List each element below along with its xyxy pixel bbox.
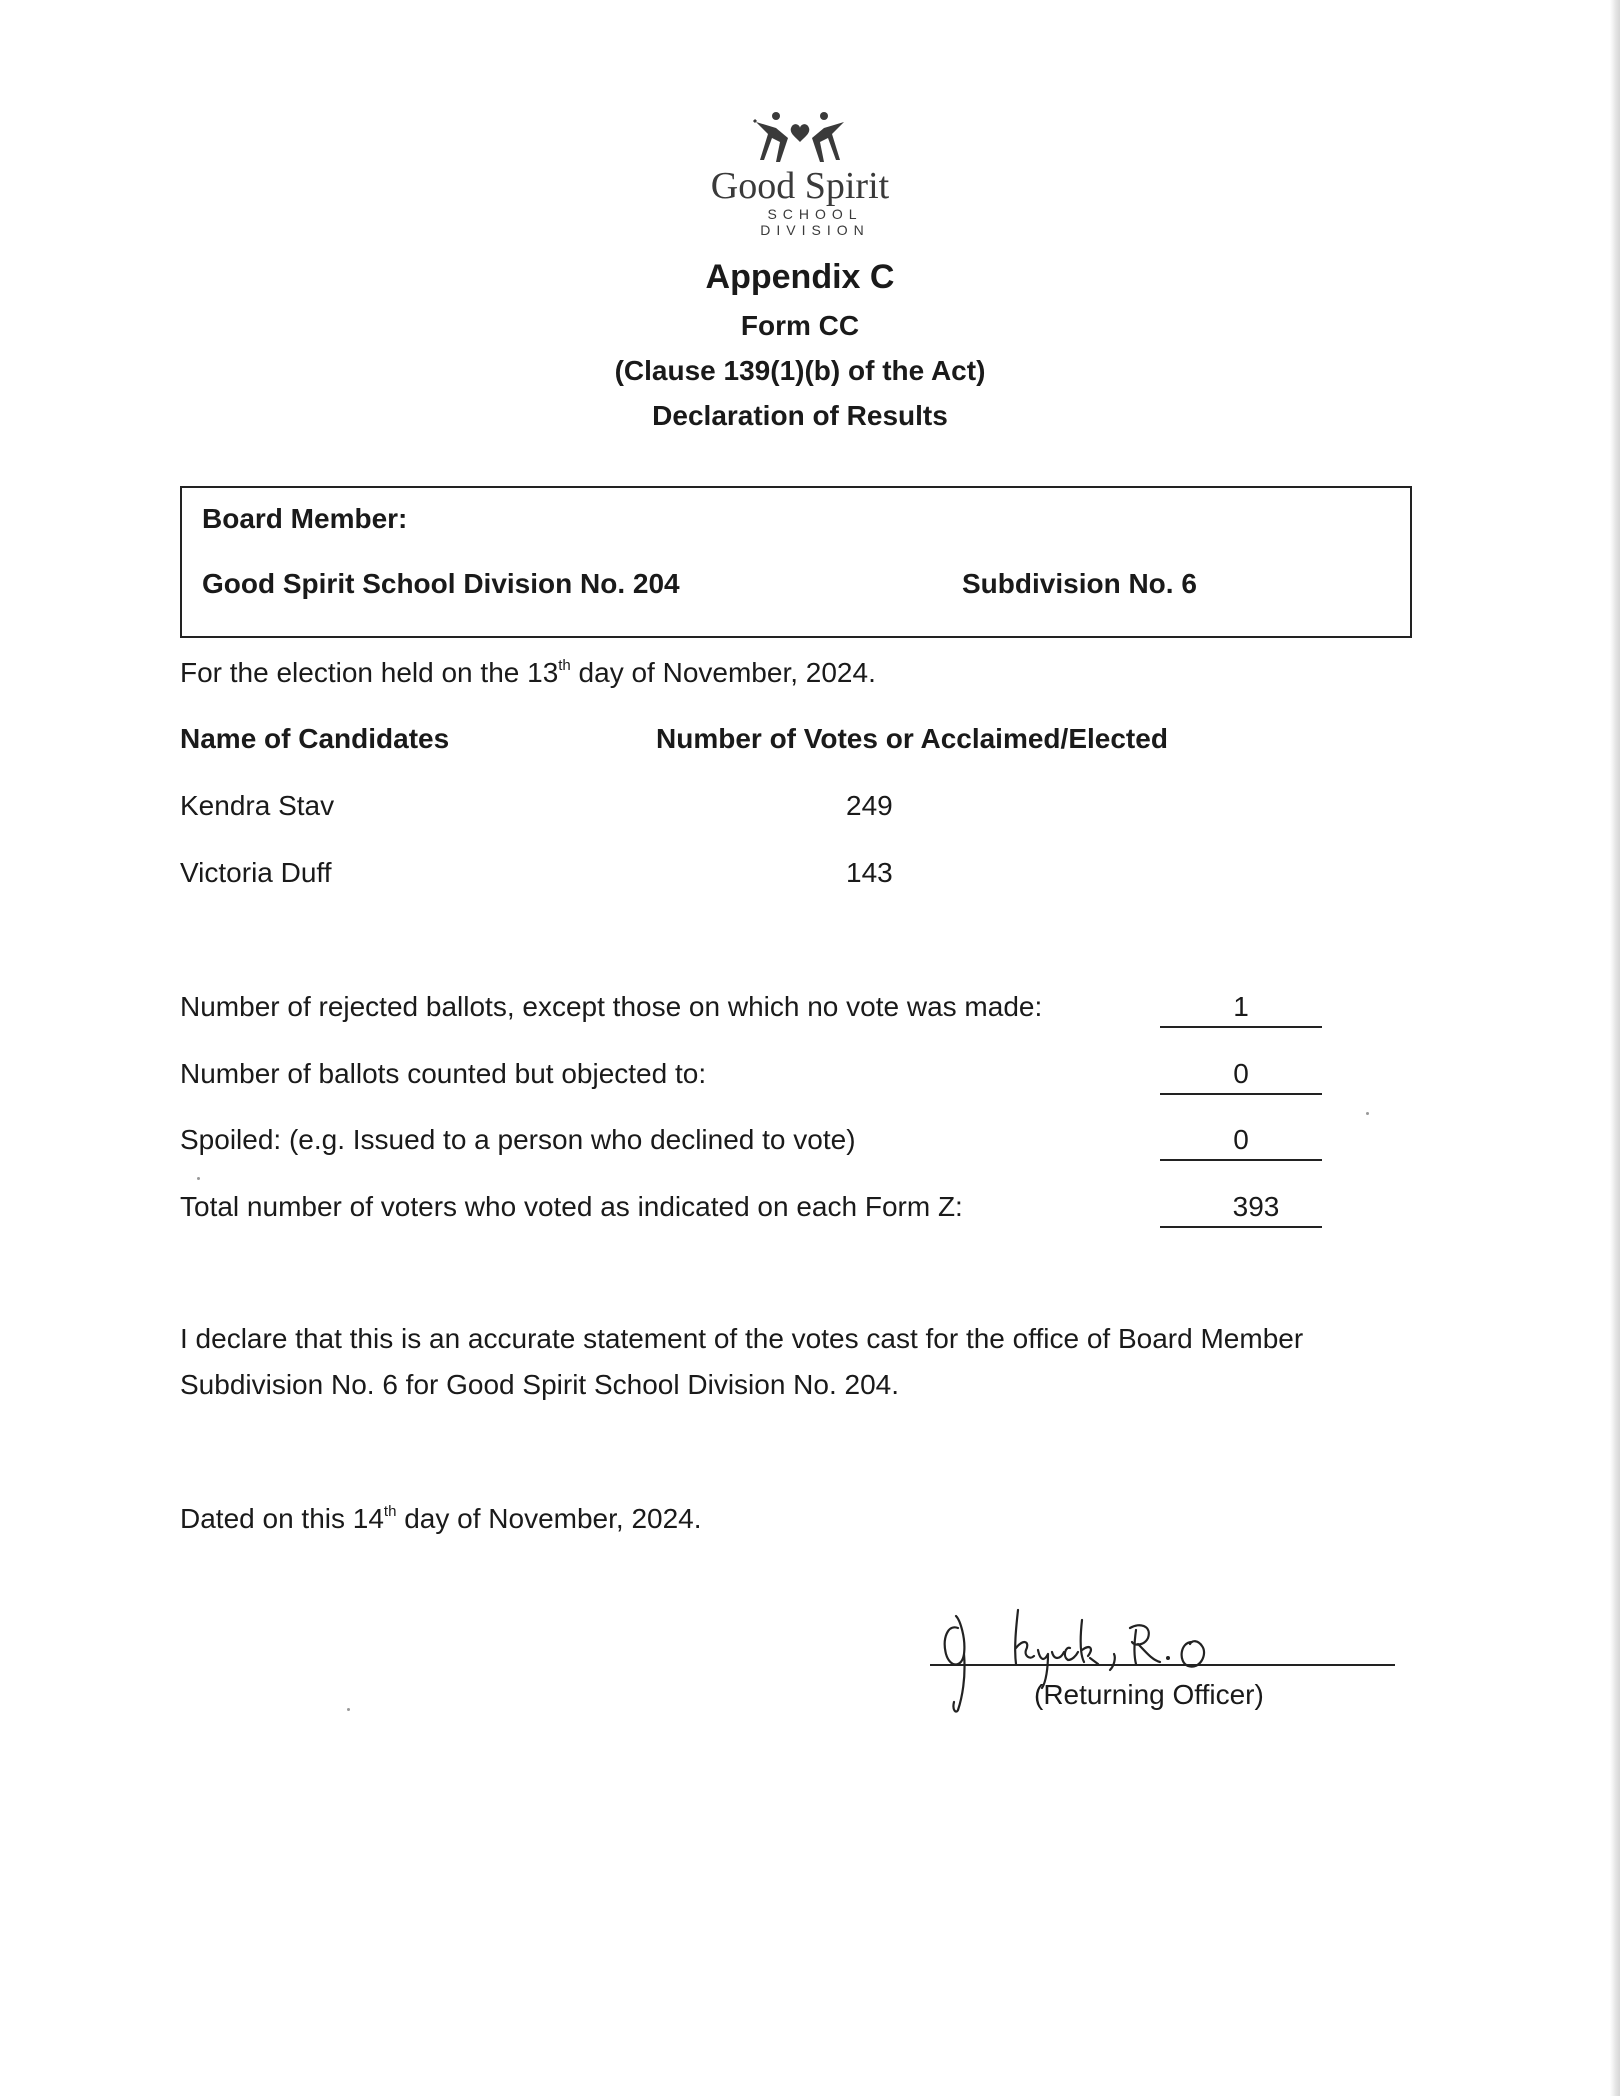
dated-prefix: Dated on this 14 [180,1503,384,1534]
candidates-column-header: Name of Candidates [180,723,450,754]
objected-ballots-label: Number of ballots counted but objected to: [180,1058,707,1089]
clause-heading: (Clause 139(1)(b) of the Act) [614,355,986,386]
election-date-line [180,656,876,690]
candidate-name: Kendra Stav [180,790,335,821]
candidate-votes: 249 [846,790,893,821]
returning-officer-caption: (Returning Officer) [1034,1679,1264,1710]
scan-speck [347,1708,350,1711]
election-date-prefix: For the election held on the 13 [180,657,559,688]
spoiled-ballots-number: 0 [1233,1124,1249,1155]
total-voters-number: 393 [1232,1191,1280,1222]
dated-line [180,1502,702,1536]
spoiled-ballots-value [1160,1123,1322,1161]
form-heading: Form CC [740,310,860,341]
candidate-name: Victoria Duff [180,857,332,888]
objected-ballots-number: 0 [1233,1058,1249,1089]
candidate-votes: 143 [846,857,893,888]
rejected-ballots-number: 1 [1233,991,1249,1022]
two-figures-icon [750,108,850,164]
declaration-line-1: I declare that this is an accurate statement of the votes cast for the office of Board Member [180,1323,1304,1354]
scan-edge-shadow [1610,0,1620,2096]
total-voters-label: Total number of voters who voted as indicated on each Form Z: [180,1191,963,1222]
scan-speck [1366,1112,1369,1115]
subdivision-number: Subdivision No. 6 [962,568,1197,599]
division-name: Good Spirit School Division No. 204 [202,568,680,599]
objected-ballots-value [1160,1057,1322,1095]
logo-title: Good Spirit [710,165,890,207]
votes-column-header: Number of Votes or Acclaimed/Elected [656,723,1168,754]
declaration-line-2: Subdivision No. 6 for Good Spirit School Division No. 204. [180,1369,900,1400]
declaration-heading: Declaration of Results [652,400,948,431]
board-member-box [180,486,1412,638]
dated-rest: day of November, 2024. [396,1503,702,1534]
appendix-heading: Appendix C [705,258,895,296]
spoiled-ballots-label: Spoiled: (e.g. Issued to a person who declined to vote) [180,1124,856,1155]
signature-line [930,1664,1395,1666]
dated-sup: th [383,1503,397,1520]
election-date-sup: th [558,657,571,674]
logo-subtitle: SCHOOL DIVISION [760,206,870,238]
election-date-rest: day of November, 2024. [570,657,876,688]
total-voters-value [1160,1190,1322,1228]
rejected-ballots-value [1160,990,1322,1028]
board-member-label: Board Member: [202,503,408,534]
rejected-ballots-label: Number of rejected ballots, except those on which no vote was made: [180,991,1043,1022]
school-division-logo [680,108,920,238]
scan-speck [197,1177,200,1180]
signature-block [930,1598,1400,1718]
